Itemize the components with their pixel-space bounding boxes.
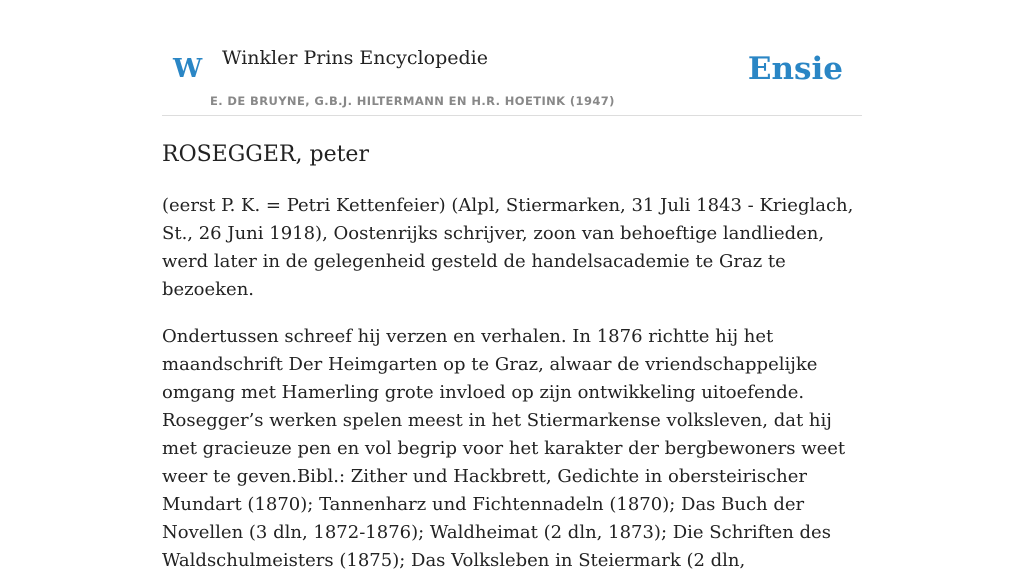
ensie-brand-link[interactable]: Ensie (747, 51, 843, 87)
article-paragraph: Ondertussen schreef hij verzen en verhalen. In 1876 richtte hij het maandschrift Der Heimgarten op te Graz, alwaar de vriendschappelijke omgang met Hamerling grote invloed op zijn ontwikkeling uitoefende. Rosegger’s werken spelen meest in het Stiermarkense volksleven, dat hij met gracieuze pen en vol begrip voor het karakter der bergbewoners weet weer te geven.Bibl.: Zither und Hackbrett, Gedichte in obersteirischer Mundart (1870); Tannenharz und Fichtennadeln (1870); Das Buch der Novellen (3 dln, 1872-1876); Waldheimat (2 dln, 1873); Die Schriften des Waldschulmeisters (1875); Das Volksleben in Steiermark (2 dln, (162, 326, 846, 571)
article (162, 138, 862, 575)
site-title[interactable]: Winkler Prins Encyclopedie (222, 47, 488, 69)
site-header (162, 0, 862, 116)
page-title: ROSEGGER, peter (162, 142, 369, 167)
site-subtitle: E. DE BRUYNE, G.B.J. HILTERMANN EN H.R. HOETINK (1947) (210, 94, 615, 108)
winkler-prins-logo-icon[interactable]: W (173, 54, 203, 84)
article-paragraph: (eerst P. K. = Petri Kettenfeier) (Alpl, Stiermarken, 31 Juli 1843 - Krieglach, St., 26 Juni 1918), Oostenrijks schrijver, zoon van behoeftige landlieden, werd later in de gelegenheid gesteld de handelsacademie te Graz te bezoeken. (162, 195, 854, 300)
